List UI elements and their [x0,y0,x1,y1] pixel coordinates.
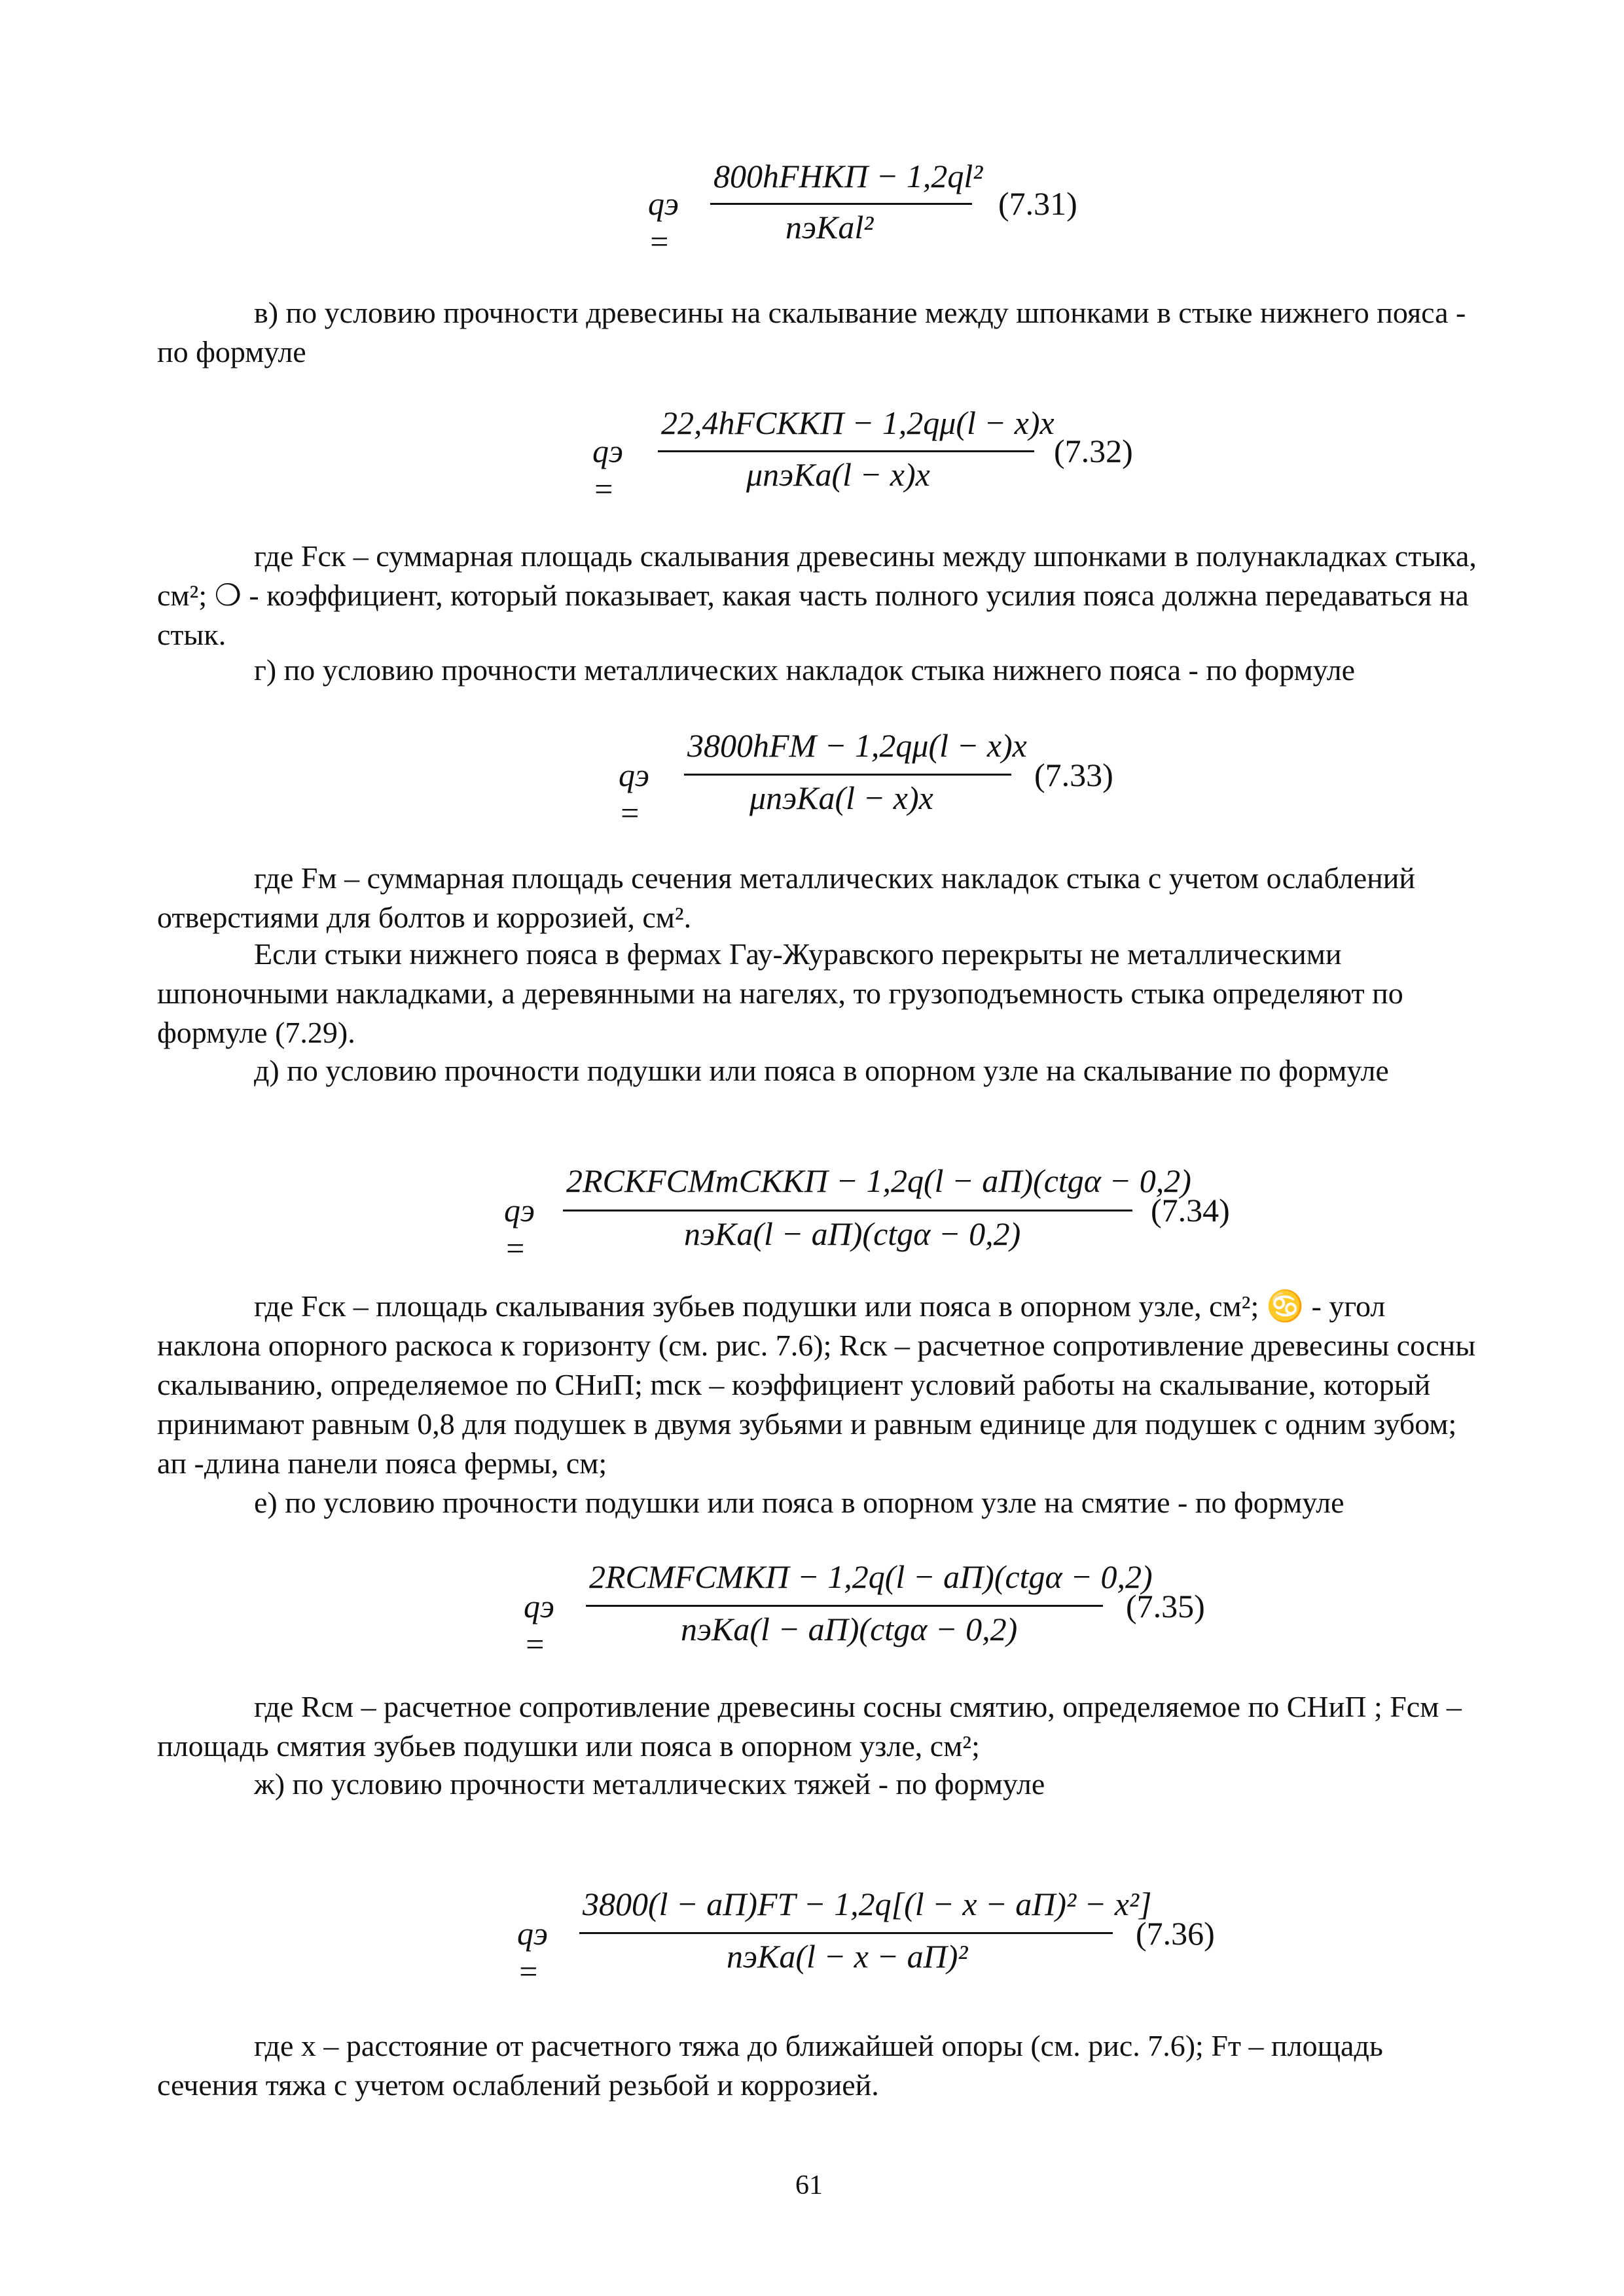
equation-number: (7.35) [1126,1588,1205,1624]
formula-denominator: μnэKа(l − x)x [746,456,930,493]
paragraph: где Fск – суммарная площадь скалывания древесины между шпонками в полунакладках стыка, см²; ❍ - коэффициент, который показывает, какая часть полного усилия пояса должна передаваться на стык. [157,539,1477,651]
formula-lhs: qэ = [592,433,624,507]
equation-number: (7.34) [1151,1192,1230,1229]
formula-lhs: qэ = [517,1915,549,1990]
equation-number: (7.33) [1034,757,1113,793]
paragraph: в) по условию прочности древесины на скалывание между шпонками в стыке нижнего пояса - по формуле [157,296,1466,368]
paragraph: где Fм – суммарная площадь сечения металлических накладок стыка с учетом ослаблений отверстиями для болтов и коррозией, см². [157,861,1416,934]
formula-numerator: 3800hFМ − 1,2qμ(l − x)x [687,727,1027,764]
fraction-bar [579,1932,1113,1934]
paragraph: где x – расстояние от расчетного тяжа до ближайшей опоры (см. рис. 7.6); Fт – площадь сечения тяжа с учетом ослаблений резьбой и коррозией. [157,2029,1383,2102]
paragraph: ж) по условию прочности металлических тяжей - по формуле [254,1767,1045,1801]
formula-lhs: qэ = [524,1588,555,1662]
formula-denominator: nэKа(l − x − aП)² [727,1938,968,1975]
formula-denominator: nэKа(l − aП)(ctgα − 0,2) [681,1611,1018,1647]
fraction-bar [658,450,1034,452]
formula-lhs: qэ = [648,185,679,260]
formula-numerator: 2RСМFСМKП − 1,2q(l − aП)(ctgα − 0,2) [589,1558,1153,1595]
formula-denominator: nэKа(l − aП)(ctgα − 0,2) [684,1215,1021,1252]
paragraph: где Rсм – расчетное сопротивление древесины сосны смятию, определяемое по СНиП ; Fсм – площадь смятия зубьев подушки или пояса в опорном узле, см²; [157,1690,1462,1763]
formula-lhs: qэ = [619,757,650,831]
fraction-bar [586,1605,1103,1607]
equation-number: (7.31) [998,185,1077,222]
fraction-bar [563,1210,1132,1211]
formula-numerator: 3800(l − aП)FТ − 1,2q[(l − x − aП)² − x²] [583,1886,1152,1922]
paragraph: е) по условию прочности подушки или пояса в опорном узле на смятие - по формуле [254,1486,1344,1519]
paragraph: Если стыки нижнего пояса в фермах Гау-Журавского перекрыты не металлическими шпоночными накладками, а деревянными на нагелях, то грузоподъемность стыка определяют по формуле (7.29). [157,937,1403,1049]
fraction-bar [684,774,1011,776]
page-number: 61 [795,2170,823,2200]
formula-numerator: 22,4hFСКKП − 1,2qμ(l − x)x [661,404,1055,441]
formula-lhs: qэ = [504,1192,535,1266]
paragraph: где Fск – площадь скалывания зубьев подушки или пояса в опорном узле, см²; ♋ - угол наклона опорного раскоса к горизонту (см. рис. 7.6); Rск – расчетное сопротивление древесины сосны скалыванию, определяемое по СНиП; mск – коэффициент условий работы на скалывание, который принимают равным 0,8 для подушек в двумя зубьями и равным единице для подушек с одним зубом; aп -длина панели пояса фермы, см; [157,1289,1476,1480]
formula-denominator: nэKаl² [785,209,874,245]
equation-number: (7.32) [1054,433,1133,469]
formula-denominator: μnэKа(l − x)x [749,780,933,816]
formula-numerator: 2RСКFСМmСКKП − 1,2q(l − aП)(ctgα − 0,2) [566,1162,1191,1199]
paragraph: д) по условию прочности подушки или пояса в опорном узле на скалывание по формуле [254,1054,1389,1087]
formula-numerator: 800hFHKП − 1,2ql² [713,158,983,194]
paragraph: г) по условию прочности металлических накладок стыка нижнего пояса - по формуле [254,653,1356,687]
equation-number: (7.36) [1136,1915,1215,1952]
fraction-bar [710,203,972,205]
